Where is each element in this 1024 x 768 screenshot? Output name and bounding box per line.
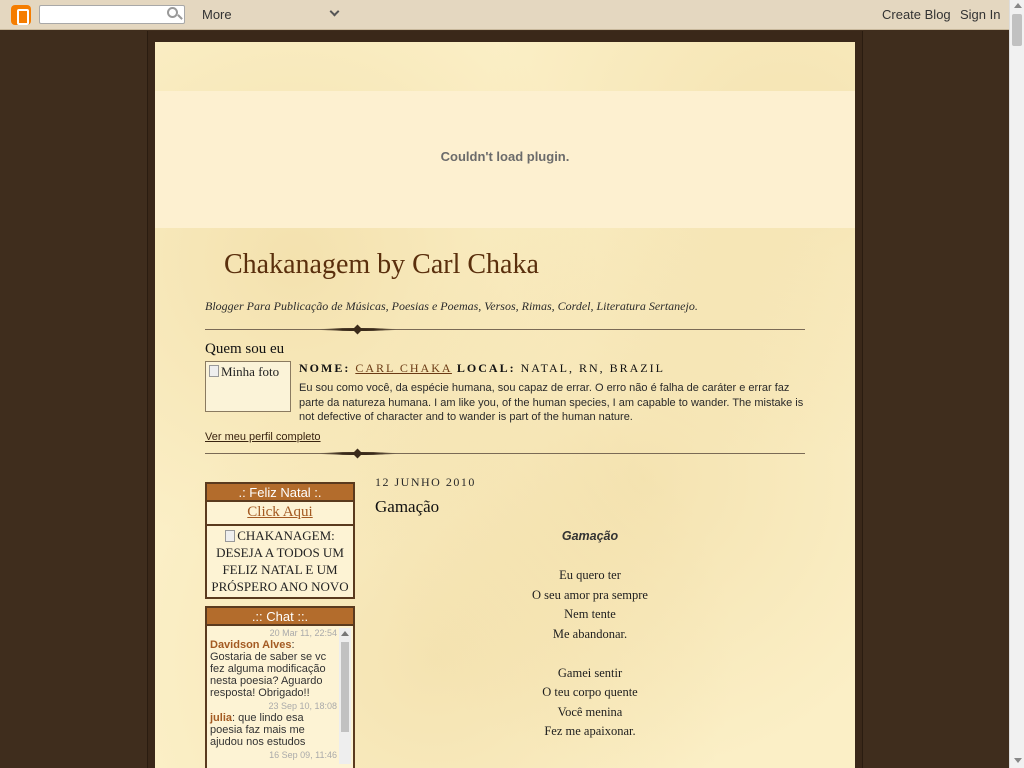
- blog-title[interactable]: Chakanagem by Carl Chaka: [224, 249, 539, 280]
- chat-message: [207, 700, 353, 748]
- more-menu-label[interactable]: More: [202, 7, 232, 22]
- profile-photo-alt: Minha foto: [221, 364, 280, 379]
- post-subtitle: Gamação: [561, 529, 619, 543]
- chat-text: : que lindo esa poesia faz mais me ajudou nos estudos: [210, 712, 306, 748]
- post-date: 12 JUNHO 2010: [375, 475, 476, 489]
- plugin-placeholder: [155, 91, 855, 228]
- full-profile-link[interactable]: Ver meu perfil completo: [205, 431, 321, 443]
- name-label: NOME:: [299, 361, 351, 375]
- poem-line: Fez me apaixonar.: [544, 724, 636, 738]
- chat-scroll-thumb[interactable]: [341, 642, 349, 732]
- profile-photo[interactable]: [205, 361, 291, 412]
- search-icon[interactable]: [167, 7, 178, 18]
- chat-messages[interactable]: [207, 626, 353, 766]
- about-heading: Quem sou eu: [205, 341, 285, 357]
- poem-line: O teu corpo quente: [542, 685, 638, 699]
- blogger-logo-icon[interactable]: [11, 5, 31, 25]
- chat-timestamp: 16 Sep 09, 11:46: [269, 750, 337, 760]
- scroll-thumb[interactable]: [1012, 14, 1022, 46]
- search-input[interactable]: [39, 5, 185, 24]
- chat-widget-header: .:: Chat ::.: [207, 608, 353, 626]
- natal-click-link[interactable]: Click Aqui: [207, 502, 353, 526]
- post-body: [375, 527, 805, 742]
- plugin-error-text: Couldn't load plugin.: [440, 149, 570, 164]
- chat-timestamp: 20 Mar 11, 22:54: [269, 628, 337, 638]
- profile-bio: Eu sou como você, da espécie humana, sou capaz de errar. O erro não é falha de caráter e errar faz parte da natureza humana. I am like you, of the human species, I am capable to wander. The mistake is not defective of character and to wander is part of the human nature.: [299, 382, 804, 423]
- broken-image-icon: [209, 365, 219, 377]
- chat-timestamp: 23 Sep 10, 18:08: [268, 701, 337, 711]
- divider: [205, 453, 805, 454]
- natal-widget: [205, 482, 355, 599]
- poem-line: Eu quero ter: [559, 568, 621, 582]
- location-label: LOCAL:: [456, 361, 516, 375]
- chat-text: : Gostaria de saber se vc fez alguma modificação nesta poesia? Aguardo resposta! Obrigado!!: [210, 639, 327, 699]
- poem-line: Você menina: [557, 704, 623, 719]
- poem-line: Gamei sentir: [557, 665, 623, 680]
- chat-user[interactable]: Davidson Alves: [210, 639, 292, 651]
- chat-message: [207, 749, 353, 761]
- location-value: NATAL, RN, BRAZIL: [520, 361, 665, 375]
- blog-description: Blogger Para Publicação de Músicas, Poesias e Poemas, Versos, Rimas, Cordel, Literatura Sertanejo.: [205, 299, 698, 313]
- poem-line: [375, 644, 805, 664]
- chat-message: [207, 627, 353, 699]
- broken-image-icon: [225, 530, 235, 542]
- blogger-navbar: [0, 0, 1009, 30]
- profile-name-link[interactable]: CARL CHAKA: [355, 361, 452, 375]
- page-scrollbar[interactable]: [1009, 0, 1024, 768]
- natal-widget-header: .: Feliz Natal :.: [207, 484, 353, 502]
- poem-line: Me abandonar.: [552, 626, 628, 641]
- poem-line: Nem tente: [564, 607, 616, 621]
- natal-image[interactable]: [207, 526, 353, 597]
- post-title[interactable]: Gamação: [375, 497, 440, 516]
- chat-scrollbar[interactable]: [339, 628, 351, 764]
- scroll-up-icon[interactable]: [1014, 3, 1022, 8]
- poem-line: [375, 547, 805, 567]
- scroll-down-icon[interactable]: [1014, 758, 1022, 763]
- natal-image-alt: CHAKANAGEM: DESEJA A TODOS UM FELIZ NATAL E UM PRÓSPERO ANO NOVO: [211, 528, 349, 594]
- sign-in-link[interactable]: Sign In: [960, 7, 1001, 22]
- chat-widget: [205, 606, 355, 768]
- divider: [205, 329, 805, 330]
- poem-line: O seu amor pra sempre: [532, 587, 648, 602]
- chevron-down-icon[interactable]: [330, 7, 340, 17]
- flourish-ornament: [319, 451, 397, 456]
- scroll-up-icon[interactable]: [341, 631, 349, 636]
- flourish-ornament: [319, 327, 397, 332]
- profile-name-line: [299, 361, 665, 376]
- chat-user[interactable]: julia: [210, 712, 233, 724]
- create-blog-link[interactable]: Create Blog: [882, 7, 951, 22]
